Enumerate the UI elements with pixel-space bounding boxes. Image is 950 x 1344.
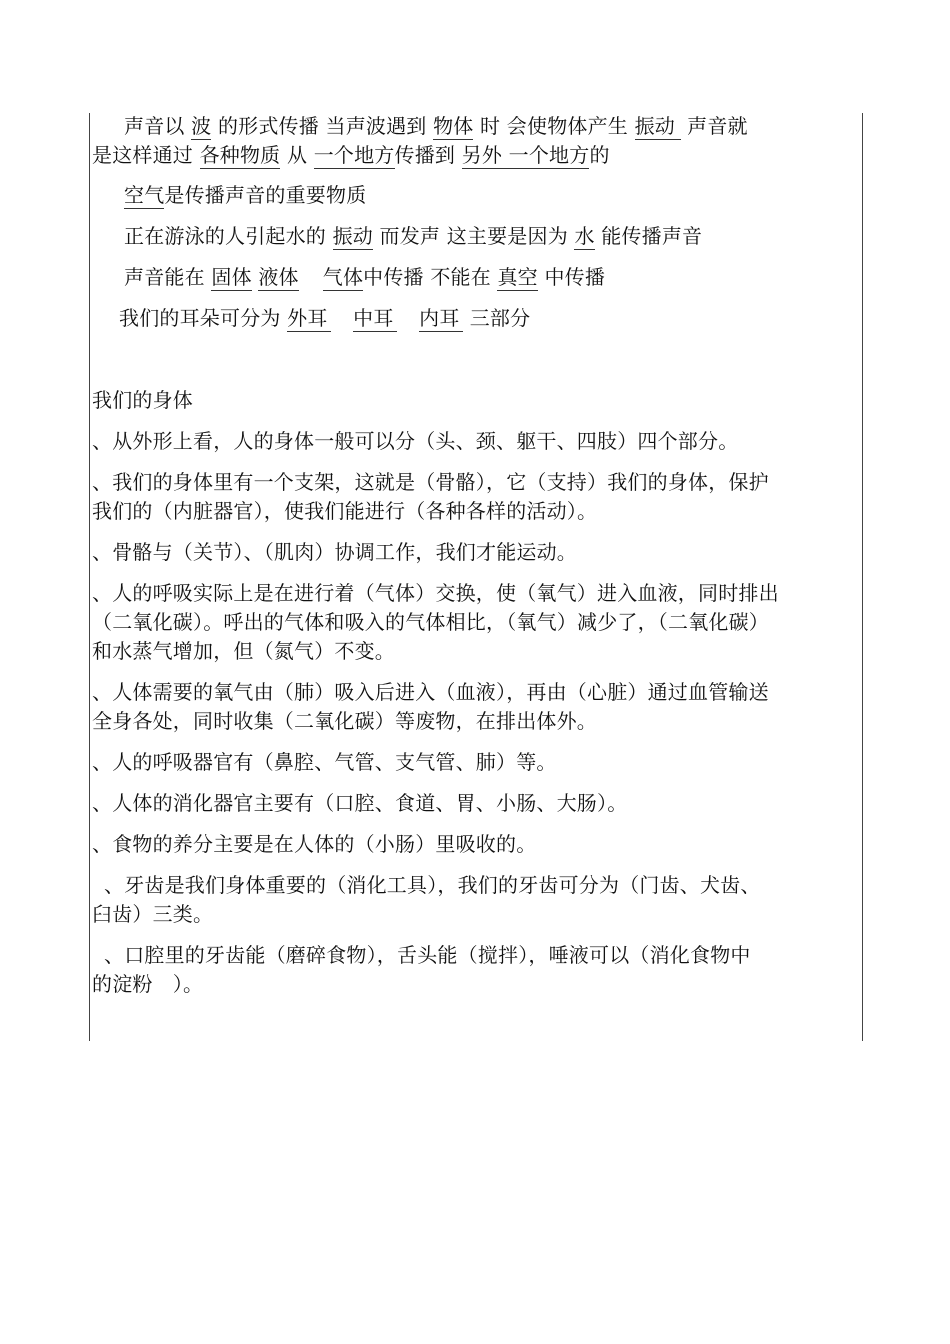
answer-object: 物体 [433,114,474,138]
text: 时 会使物体产生 [480,114,628,138]
text: 正在游泳的人引起水的 [124,224,326,248]
sound-line-5 [124,263,605,291]
sound-line-6 [119,304,530,332]
text: 三部分 [469,306,531,330]
body-line: 臼齿）三类。 [92,902,214,926]
answer-inner-ear: 内耳 [419,305,463,332]
answer-vibration: 振动 [635,113,681,140]
text: 能传播声音 [601,224,703,248]
answer-one-place: 一个地方 [313,143,395,167]
body-line: 、人体的消化器官主要有（口腔、食道、胃、小肠、大肠）。 [92,791,628,815]
answer-water: 水 [574,224,595,248]
sound-line-4 [124,222,702,250]
answer-vacuum: 真空 [497,265,538,289]
text: 是这样通过 [92,143,193,167]
answer-another-place: 另外 一个地方 [461,143,590,167]
section-heading: 我们的身体 [92,388,193,412]
text: 而发声 这主要是因为 [379,224,568,248]
body-line: 、人的呼吸实际上是在进行着（气体）交换，使（氧气）进入血液，同时排出 [92,581,779,605]
body-line: 、食物的养分主要是在人体的（小肠）里吸收的。 [92,832,537,856]
body-line: 、口腔里的牙齿能（磨碎食物），舌头能（搅拌），唾液可以（消化食物中 [104,943,751,967]
body-line: 的淀粉 ）。 [92,972,204,996]
body-line: 、牙齿是我们身体重要的（消化工具），我们的牙齿可分为（门齿、犬齿、 [104,873,761,897]
body-line: 、我们的身体里有一个支架，这就是（骨骼），它（支持）我们的身体，保护 [92,470,769,494]
text: 传播到 [394,143,456,167]
sound-line-2 [92,141,610,169]
text: 声音就 [687,114,748,138]
body-line: 和水蒸气增加，但（氮气）不变。 [92,639,395,663]
text: 中传播 [544,265,606,289]
answer-wave: 波 [191,114,212,138]
text: 的 [589,143,610,167]
text: 中传播 不能在 [363,265,491,289]
answer-vibration-2: 振动 [332,224,373,248]
answer-air: 空气 [124,183,165,207]
body-line: 、人体需要的氧气由（肺）吸入后进入（血液），再由（心脏）通过血管输送 [92,680,769,704]
body-line: 我们的（内脏器官），使我们能进行（各种各样的活动）。 [92,499,598,523]
answer-gas: 气体 [322,265,364,289]
answer-outer-ear: 外耳 [287,305,331,332]
body-line: 、从外形上看，人的身体一般可以分（头、颈、躯干、四肢）四个部分。 [92,429,739,453]
text: 我们的耳朵可分为 [119,306,281,330]
text: 是传播声音的重要物质 [164,183,367,207]
answer-liquid: 液体 [258,265,299,289]
body-line: 全身各处，同时收集（二氧化碳）等废物，在排出体外。 [92,709,597,733]
sound-line-3 [124,181,366,209]
answer-various-matter: 各种物质 [199,143,281,167]
answer-solid: 固体 [211,265,252,289]
answer-middle-ear: 中耳 [353,305,397,332]
text: 声音以 [124,114,185,138]
text: 的形式传播 当声波遇到 [217,114,427,138]
body-line: 、骨骼与（关节）、（肌肉）协调工作，我们才能运动。 [92,540,577,564]
sound-line-1 [124,112,748,140]
body-line: （二氧化碳）。呼出的气体和吸入的气体相比，（氧气）减少了，（二氧化碳） [92,610,769,634]
body-line: 、人的呼吸器官有（鼻腔、气管、支气管、肺）等。 [92,750,557,774]
text: 从 [286,143,308,167]
text: 声音能在 [124,265,205,289]
